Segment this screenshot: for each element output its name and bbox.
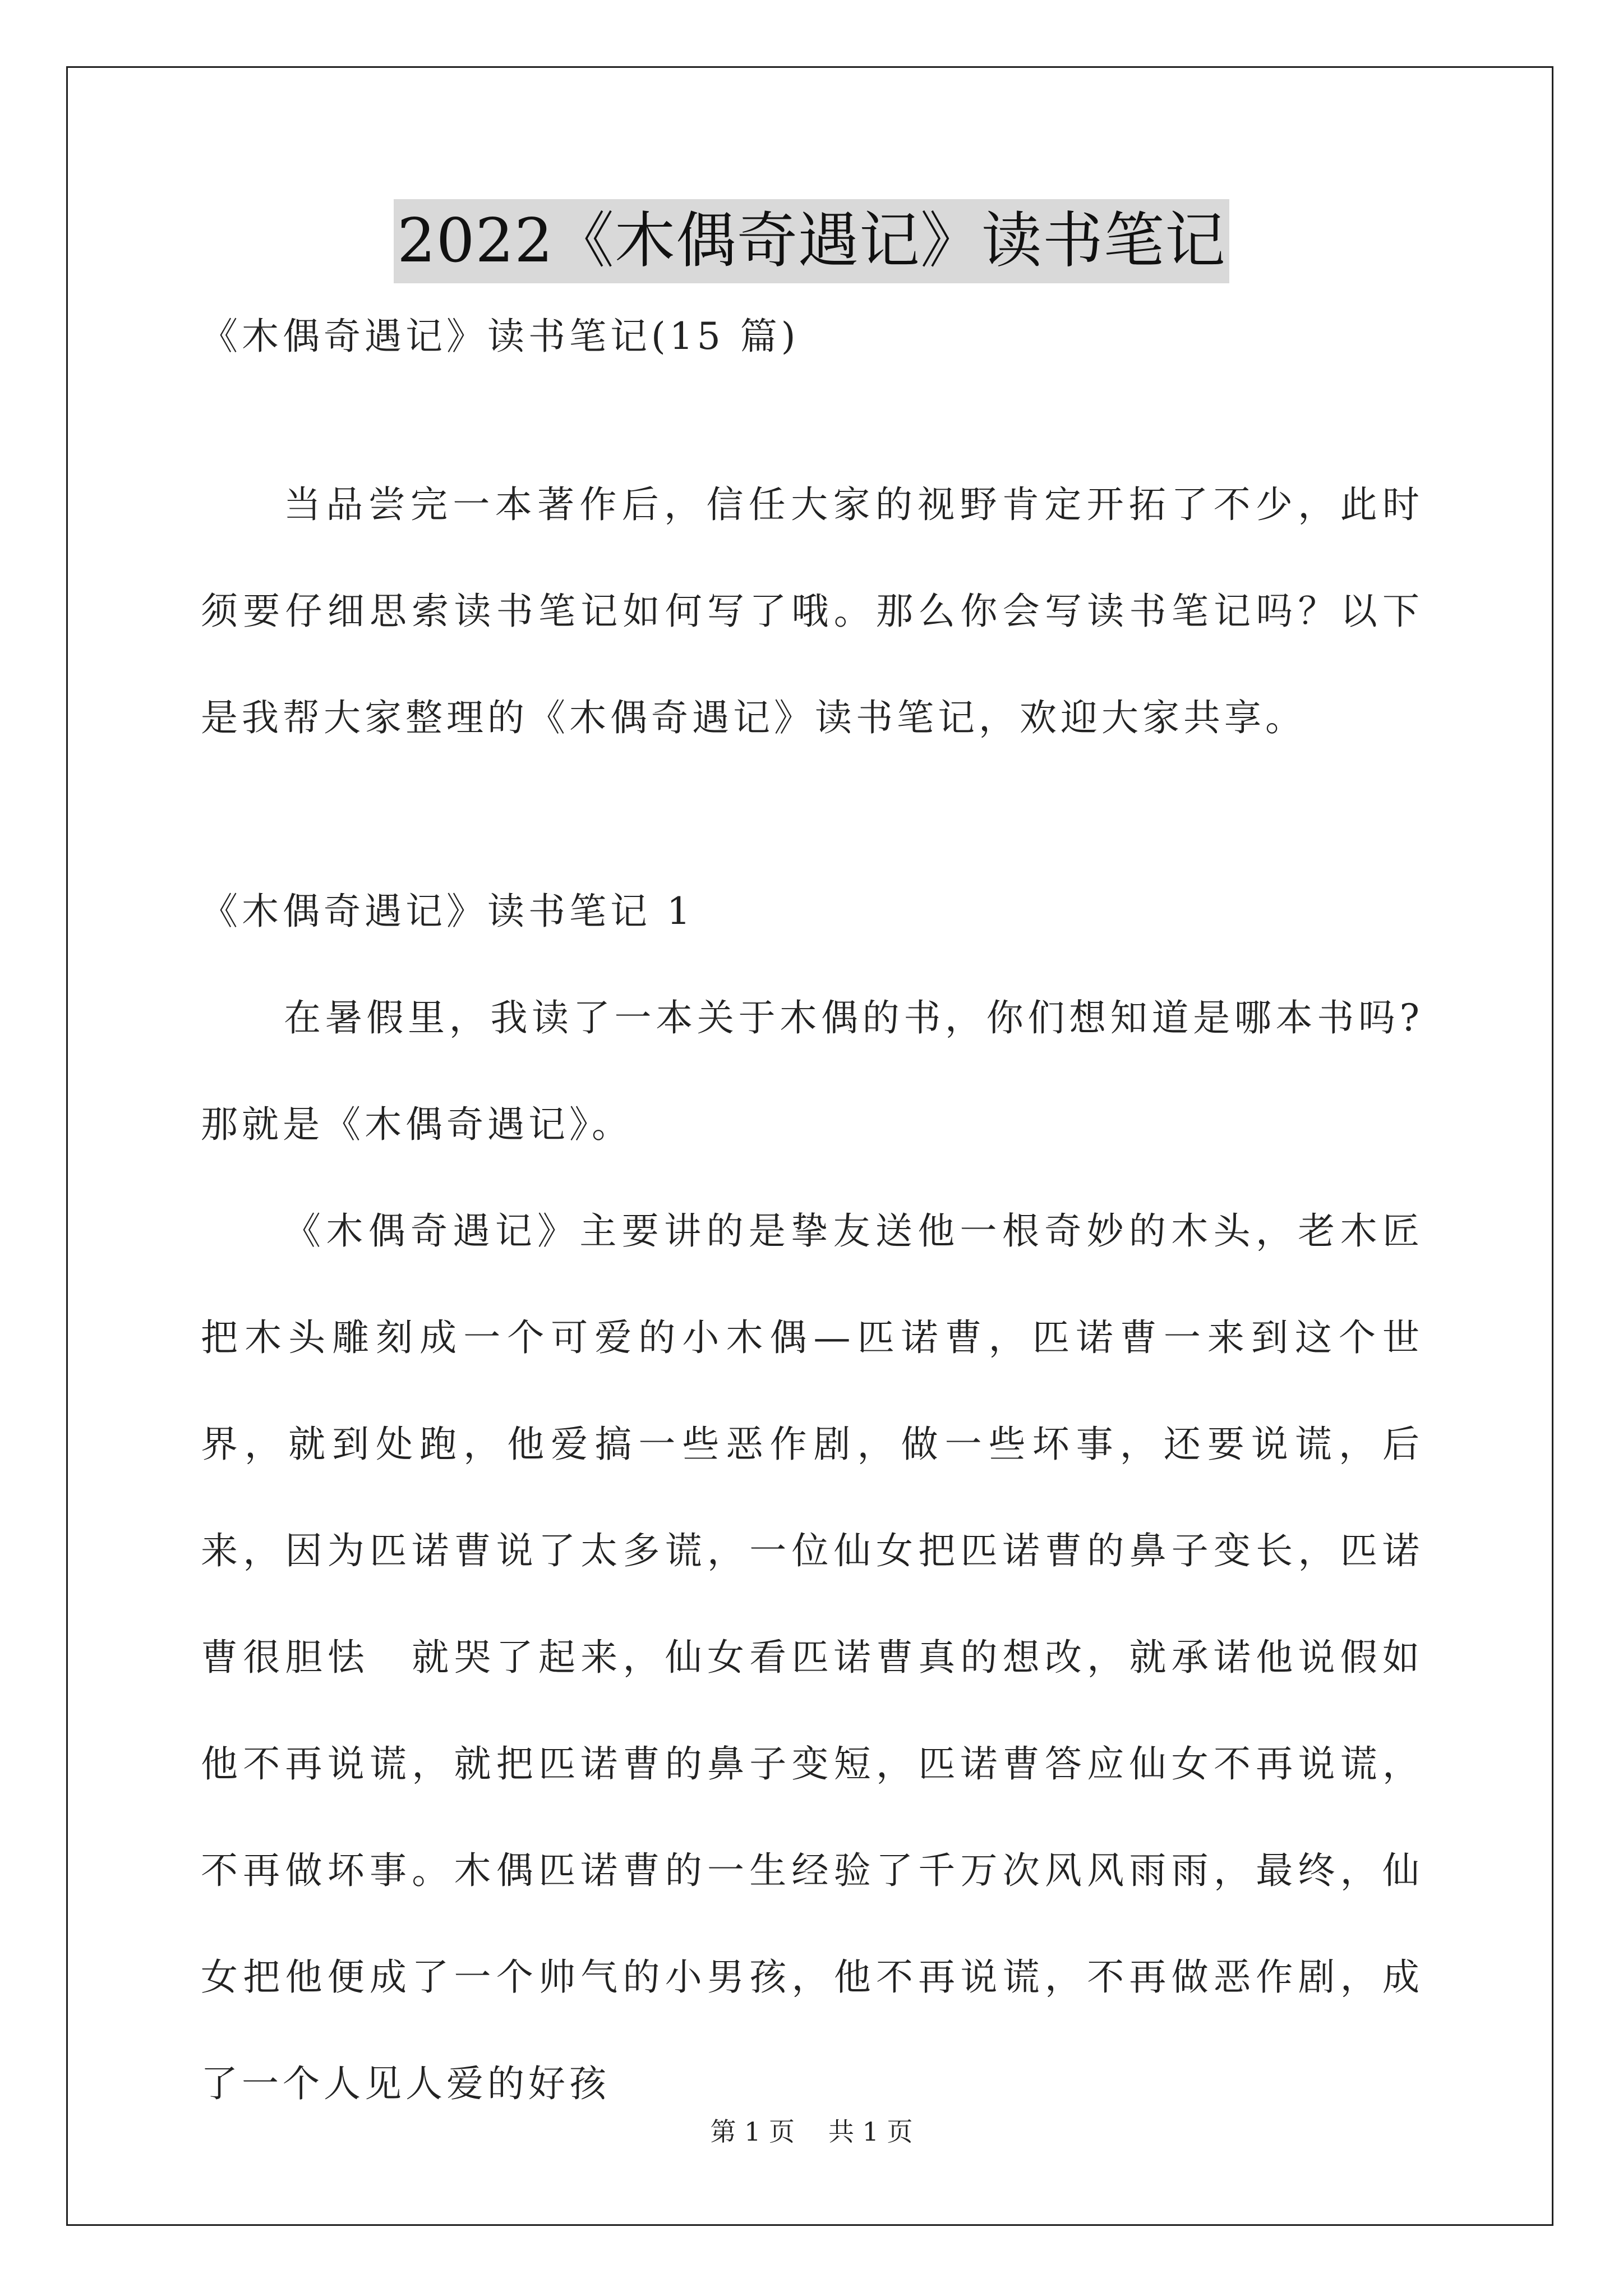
document-title: 2022《木偶奇遇记》读书笔记 [394,199,1229,283]
page-footer [0,2115,1623,2148]
page-number: 第 1 页 [710,2116,795,2147]
paragraph-1: 在暑假里，我读了一本关于木偶的书，你们想知道是哪本书吗?那就是《木偶奇遇记》。 [201,996,1423,1146]
paragraph-2: 《木偶奇遇记》主要讲的是挚友送他一根奇妙的木头，老木匠把木头雕刻成一个可爱的小木偶—匹诺曹，匹诺曹一来到这个世界，就到处跑，他爱搞一些恶作剧，做一些坏事，还要说谎，后来，因为匹诺曹说了太多谎，一位仙女把匹诺曹的鼻子变长，匹诺曹很胆怯 就哭了起来，仙女看匹诺曹真的想改，就承诺他说假如他不再说谎，就把匹诺曹的鼻子变短，匹诺曹答应仙女不再说谎，不再做坏事。木偶匹诺曹的一生经验了千万次风风雨雨，最终，仙女把他便成了一个帅气的小男孩，他不再说谎，不再做恶作剧，成了一个人见人爱的好孩 [201,1209,1423,2105]
document-subtitle: 《木偶奇遇记》读书笔记(15 篇) [201,315,800,358]
title-container [0,199,1623,283]
section-heading: 《木偶奇遇记》读书笔记 1 [201,890,694,933]
page-total: 共 1 页 [828,2116,913,2147]
intro-paragraph: 当品尝完一本著作后，信任大家的视野肯定开拓了不少，此时须要仔细思索读书笔记如何写了哦。那么你会写读书笔记吗？以下是我帮大家整理的《木偶奇遇记》读书笔记，欢迎大家共享。 [201,483,1423,739]
